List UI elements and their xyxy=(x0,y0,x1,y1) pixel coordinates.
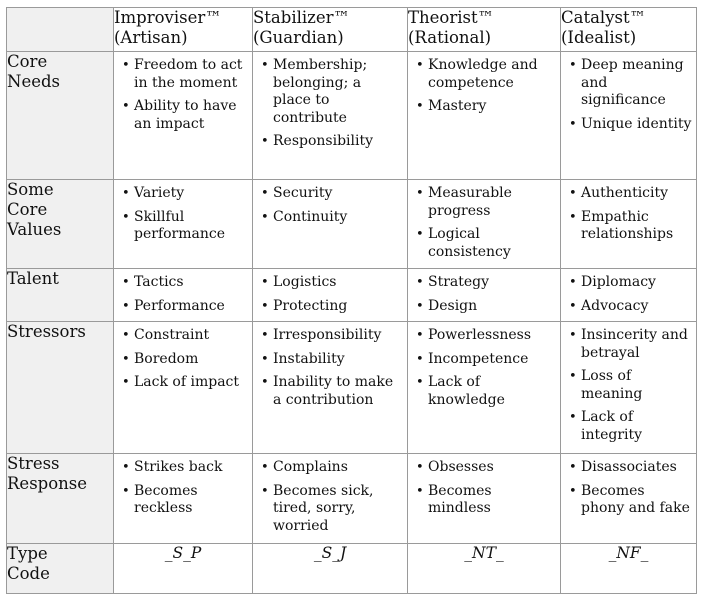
bullet-list xyxy=(253,322,407,409)
table-body xyxy=(7,8,697,594)
row-label-line: Some xyxy=(7,180,54,199)
table-cell xyxy=(114,322,253,454)
list-item: • Design xyxy=(414,298,556,316)
row-stressors xyxy=(7,322,697,454)
type-code-cell: _S_P xyxy=(114,544,253,594)
list-item: • Measurable progress xyxy=(414,185,556,220)
bullet-list xyxy=(114,269,252,315)
bullet-list xyxy=(561,322,696,444)
header-stabilizer xyxy=(253,8,408,52)
row-talent xyxy=(7,269,697,322)
list-item: • Instability xyxy=(259,351,403,369)
type-code-cell: _NF_ xyxy=(561,544,697,594)
header-subtitle: (Guardian) xyxy=(253,28,344,47)
list-item: • Logical consistency xyxy=(414,226,556,261)
table-cell xyxy=(408,269,561,322)
row-label-line: Stress xyxy=(7,454,60,473)
list-item: • Security xyxy=(259,185,403,203)
list-item: • Tactics xyxy=(120,274,248,292)
header-theorist xyxy=(408,8,561,52)
table-cell xyxy=(408,52,561,180)
list-item: • Complains xyxy=(259,459,403,477)
row-core-needs xyxy=(7,52,697,180)
list-item: • Lack of integrity xyxy=(567,409,692,444)
row-label xyxy=(7,180,114,269)
table-cell xyxy=(253,454,408,544)
list-item: • Obsesses xyxy=(414,459,556,477)
bullet-list xyxy=(561,454,696,518)
list-item: • Inability to make a contribution xyxy=(259,374,403,409)
bullet-list xyxy=(561,52,696,133)
bullet-list xyxy=(561,269,696,315)
table-cell xyxy=(408,180,561,269)
table-cell xyxy=(114,52,253,180)
header-title: Stabilizer™ xyxy=(253,8,351,27)
bullet-list xyxy=(114,454,252,518)
list-item: • Variety xyxy=(120,185,248,203)
list-item: • Lack of knowledge xyxy=(414,374,556,409)
table-cell xyxy=(253,52,408,180)
table-cell xyxy=(114,269,253,322)
row-label xyxy=(7,322,114,454)
bullet-list xyxy=(253,52,407,151)
type-code-cell: _S_J xyxy=(253,544,408,594)
row-core-values xyxy=(7,180,697,269)
list-item: • Performance xyxy=(120,298,248,316)
table-cell xyxy=(253,269,408,322)
row-label xyxy=(7,269,114,322)
list-item: • Membership; belonging; a place to contribute xyxy=(259,57,403,127)
header-catalyst xyxy=(561,8,697,52)
row-label-line: Response xyxy=(7,474,88,493)
list-item: • Diplomacy xyxy=(567,274,692,292)
table-cell xyxy=(561,454,697,544)
list-item: • Disassociates xyxy=(567,459,692,477)
table-cell xyxy=(561,180,697,269)
temperament-table xyxy=(6,7,697,594)
list-item: • Knowledge and competence xyxy=(414,57,556,92)
list-item: • Protecting xyxy=(259,298,403,316)
list-item: • Constraint xyxy=(120,327,248,345)
row-label-line: Code xyxy=(7,564,50,583)
list-item: • Boredom xyxy=(120,351,248,369)
header-title: Improviser™ xyxy=(114,8,222,27)
row-label-line: Talent xyxy=(7,269,59,288)
list-item: • Becomes sick, tired, sorry, worried xyxy=(259,483,403,536)
table-cell xyxy=(114,180,253,269)
bullet-list xyxy=(408,322,560,409)
table-cell xyxy=(561,269,697,322)
list-item: • Freedom to act in the moment xyxy=(120,57,248,92)
bullet-list xyxy=(253,180,407,226)
header-improviser xyxy=(114,8,253,52)
list-item: • Deep meaning and significance xyxy=(567,57,692,110)
list-item: • Skillful performance xyxy=(120,209,248,244)
row-label xyxy=(7,544,114,594)
row-label xyxy=(7,52,114,180)
table-cell xyxy=(408,322,561,454)
list-item: • Becomes mindless xyxy=(414,483,556,518)
list-item: • Empathic relationships xyxy=(567,209,692,244)
bullet-list xyxy=(114,180,252,244)
table-cell xyxy=(253,322,408,454)
list-item: • Insincerity and betrayal xyxy=(567,327,692,362)
type-code-cell: _NT_ xyxy=(408,544,561,594)
bullet-list xyxy=(408,269,560,315)
list-item: • Becomes phony and fake xyxy=(567,483,692,518)
bullet-list xyxy=(408,454,560,518)
header-title: Catalyst™ xyxy=(561,8,647,27)
row-stress-response xyxy=(7,454,697,544)
list-item: • Logistics xyxy=(259,274,403,292)
header-title: Theorist™ xyxy=(408,8,495,27)
bullet-list xyxy=(114,52,252,133)
list-item: • Powerlessness xyxy=(414,327,556,345)
row-label-line: Core xyxy=(7,52,48,71)
table-cell xyxy=(561,52,697,180)
list-item: • Strikes back xyxy=(120,459,248,477)
row-label xyxy=(7,454,114,544)
bullet-list xyxy=(408,52,560,116)
list-item: • Loss of meaning xyxy=(567,368,692,403)
table-cell xyxy=(408,454,561,544)
list-item: • Responsibility xyxy=(259,133,403,151)
list-item: • Unique identity xyxy=(567,116,692,134)
list-item: • Authenticity xyxy=(567,185,692,203)
row-label-line: Stressors xyxy=(7,322,86,341)
header-subtitle: (Idealist) xyxy=(561,28,637,47)
list-item: • Becomes reckless xyxy=(120,483,248,518)
list-item: • Irresponsibility xyxy=(259,327,403,345)
list-item: • Lack of impact xyxy=(120,374,248,392)
bullet-list xyxy=(253,454,407,535)
list-item: • Continuity xyxy=(259,209,403,227)
list-item: • Advocacy xyxy=(567,298,692,316)
row-type-code xyxy=(7,544,697,594)
list-item: • Mastery xyxy=(414,98,556,116)
table-cell xyxy=(561,322,697,454)
bullet-list xyxy=(408,180,560,261)
header-subtitle: (Rational) xyxy=(408,28,492,47)
table-cell xyxy=(114,454,253,544)
row-label-line: Type xyxy=(7,544,48,563)
row-label-line: Values xyxy=(7,220,62,239)
header-subtitle: (Artisan) xyxy=(114,28,188,47)
list-item: • Strategy xyxy=(414,274,556,292)
bullet-list xyxy=(253,269,407,315)
table-cell xyxy=(253,180,408,269)
list-item: • Ability to have an impact xyxy=(120,98,248,133)
corner-cell xyxy=(7,8,114,52)
row-label-line: Core xyxy=(7,200,48,219)
header-row xyxy=(7,8,697,52)
bullet-list xyxy=(114,322,252,392)
row-label-line: Needs xyxy=(7,72,60,91)
bullet-list xyxy=(561,180,696,244)
list-item: • Incompetence xyxy=(414,351,556,369)
